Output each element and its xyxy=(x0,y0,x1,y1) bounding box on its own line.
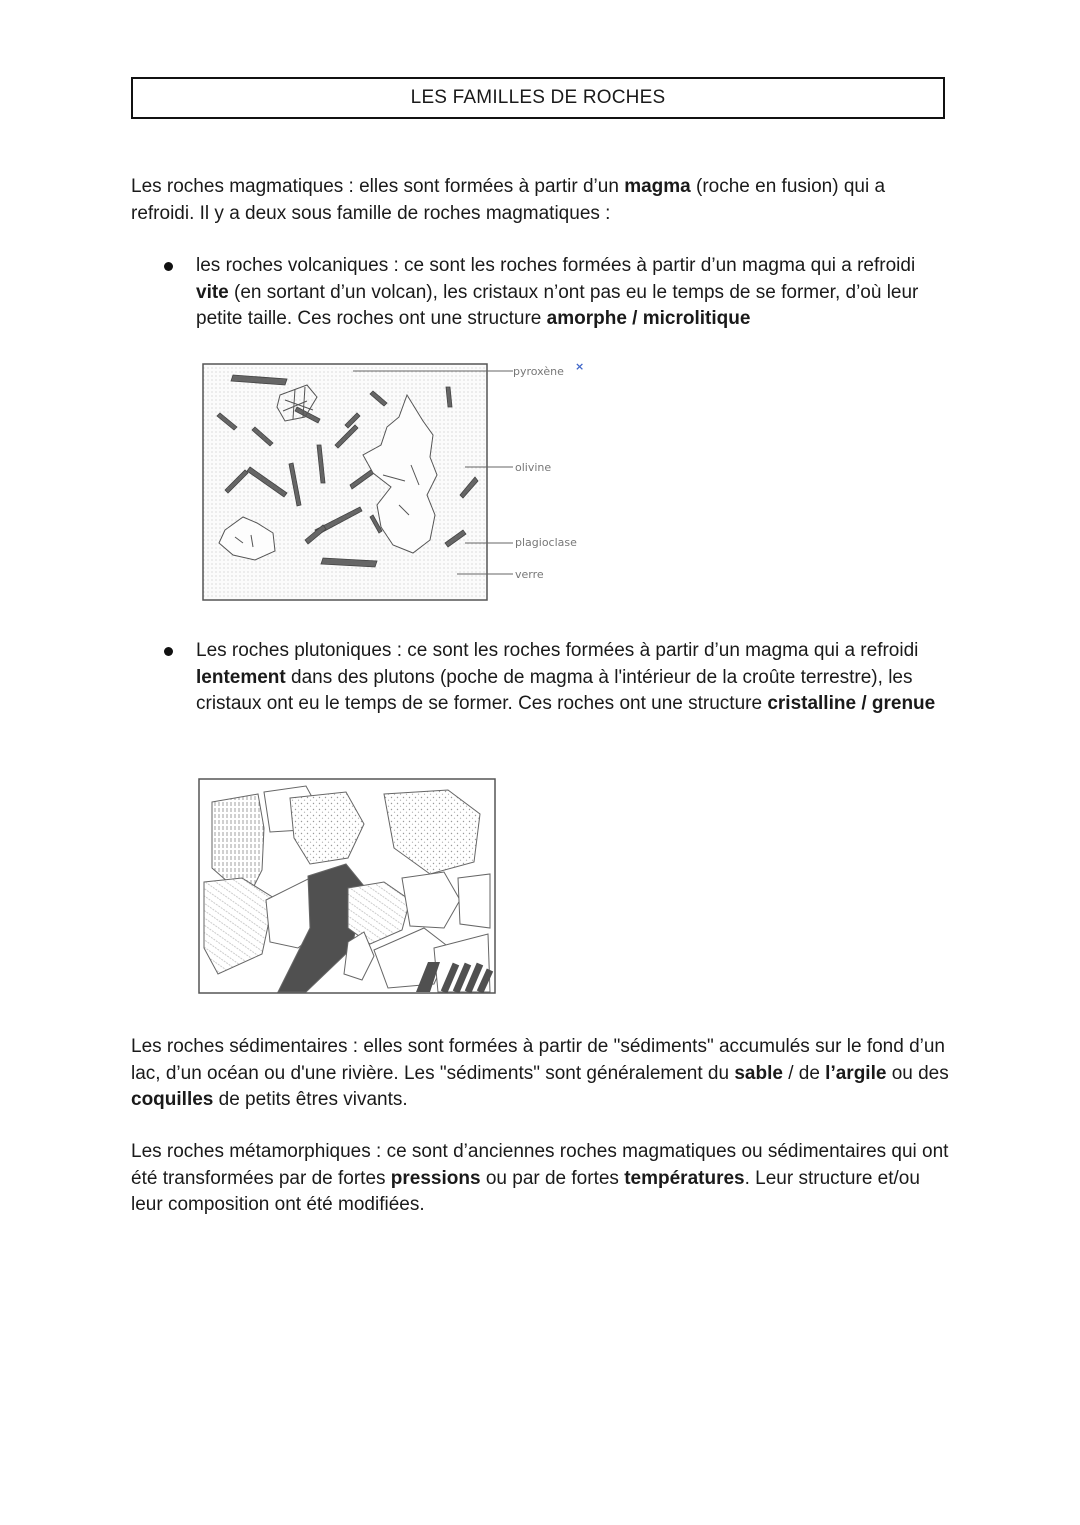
label-olivine: olivine xyxy=(515,461,552,474)
metamorphic-paragraph: Les roches métamorphiques : ce sont d’anciennes roches magmatiques ou sédimentaires qui ont été transformées par de fortes pressions ou par de fortes températures. Leur structure et/ou leur composition ont été modifiées. xyxy=(131,1141,949,1215)
volcanic-paragraph: les roches volcaniques : ce sont les roches formées à partir d’un magma qui a refroidi vite (en sortant d’un volcan), les cristaux n’ont pas eu le temps de se former, d’où leur petite taille. Ces roches ont une structure amorphe / microlitique xyxy=(196,255,919,329)
label-pyroxene: pyroxène xyxy=(513,365,564,378)
close-icon[interactable]: × xyxy=(575,360,585,373)
sedimentary-paragraph: Les roches sédimentaires : elles sont formées à partir de "sédiments" accumulés sur le fond d’un lac, d’un océan ou d'une rivière. Les "sédiments" sont généralement du sable / de l’argile ou des coquilles de petits êtres vivants. xyxy=(131,1036,949,1110)
label-verre: verre xyxy=(515,568,544,581)
plutonic-paragraph: Les roches plutoniques : ce sont les roches formées à partir d’un magma qui a refroidi lentement dans des plutons (poche de magma à l'intérieur de la croûte terrestre), les cristaux ont eu le temps de se former. Ces roches ont une structure cristalline / grenue xyxy=(196,640,936,714)
crystal-grains xyxy=(204,786,490,992)
plutonic-rock-figure xyxy=(198,778,496,994)
magmatic-paragraph: Les roches magmatiques : elles sont formées à partir d’un magma (roche en fusion) qui a refroidi. Il y a deux sous famille de roches magmatiques : xyxy=(131,176,886,224)
page-title: LES FAMILLES DE ROCHES xyxy=(131,77,945,119)
bullet-icon xyxy=(164,262,173,271)
volcanic-rock-figure xyxy=(195,355,595,610)
bullet-icon xyxy=(164,647,173,656)
label-plagioclase: plagioclase xyxy=(515,536,577,549)
